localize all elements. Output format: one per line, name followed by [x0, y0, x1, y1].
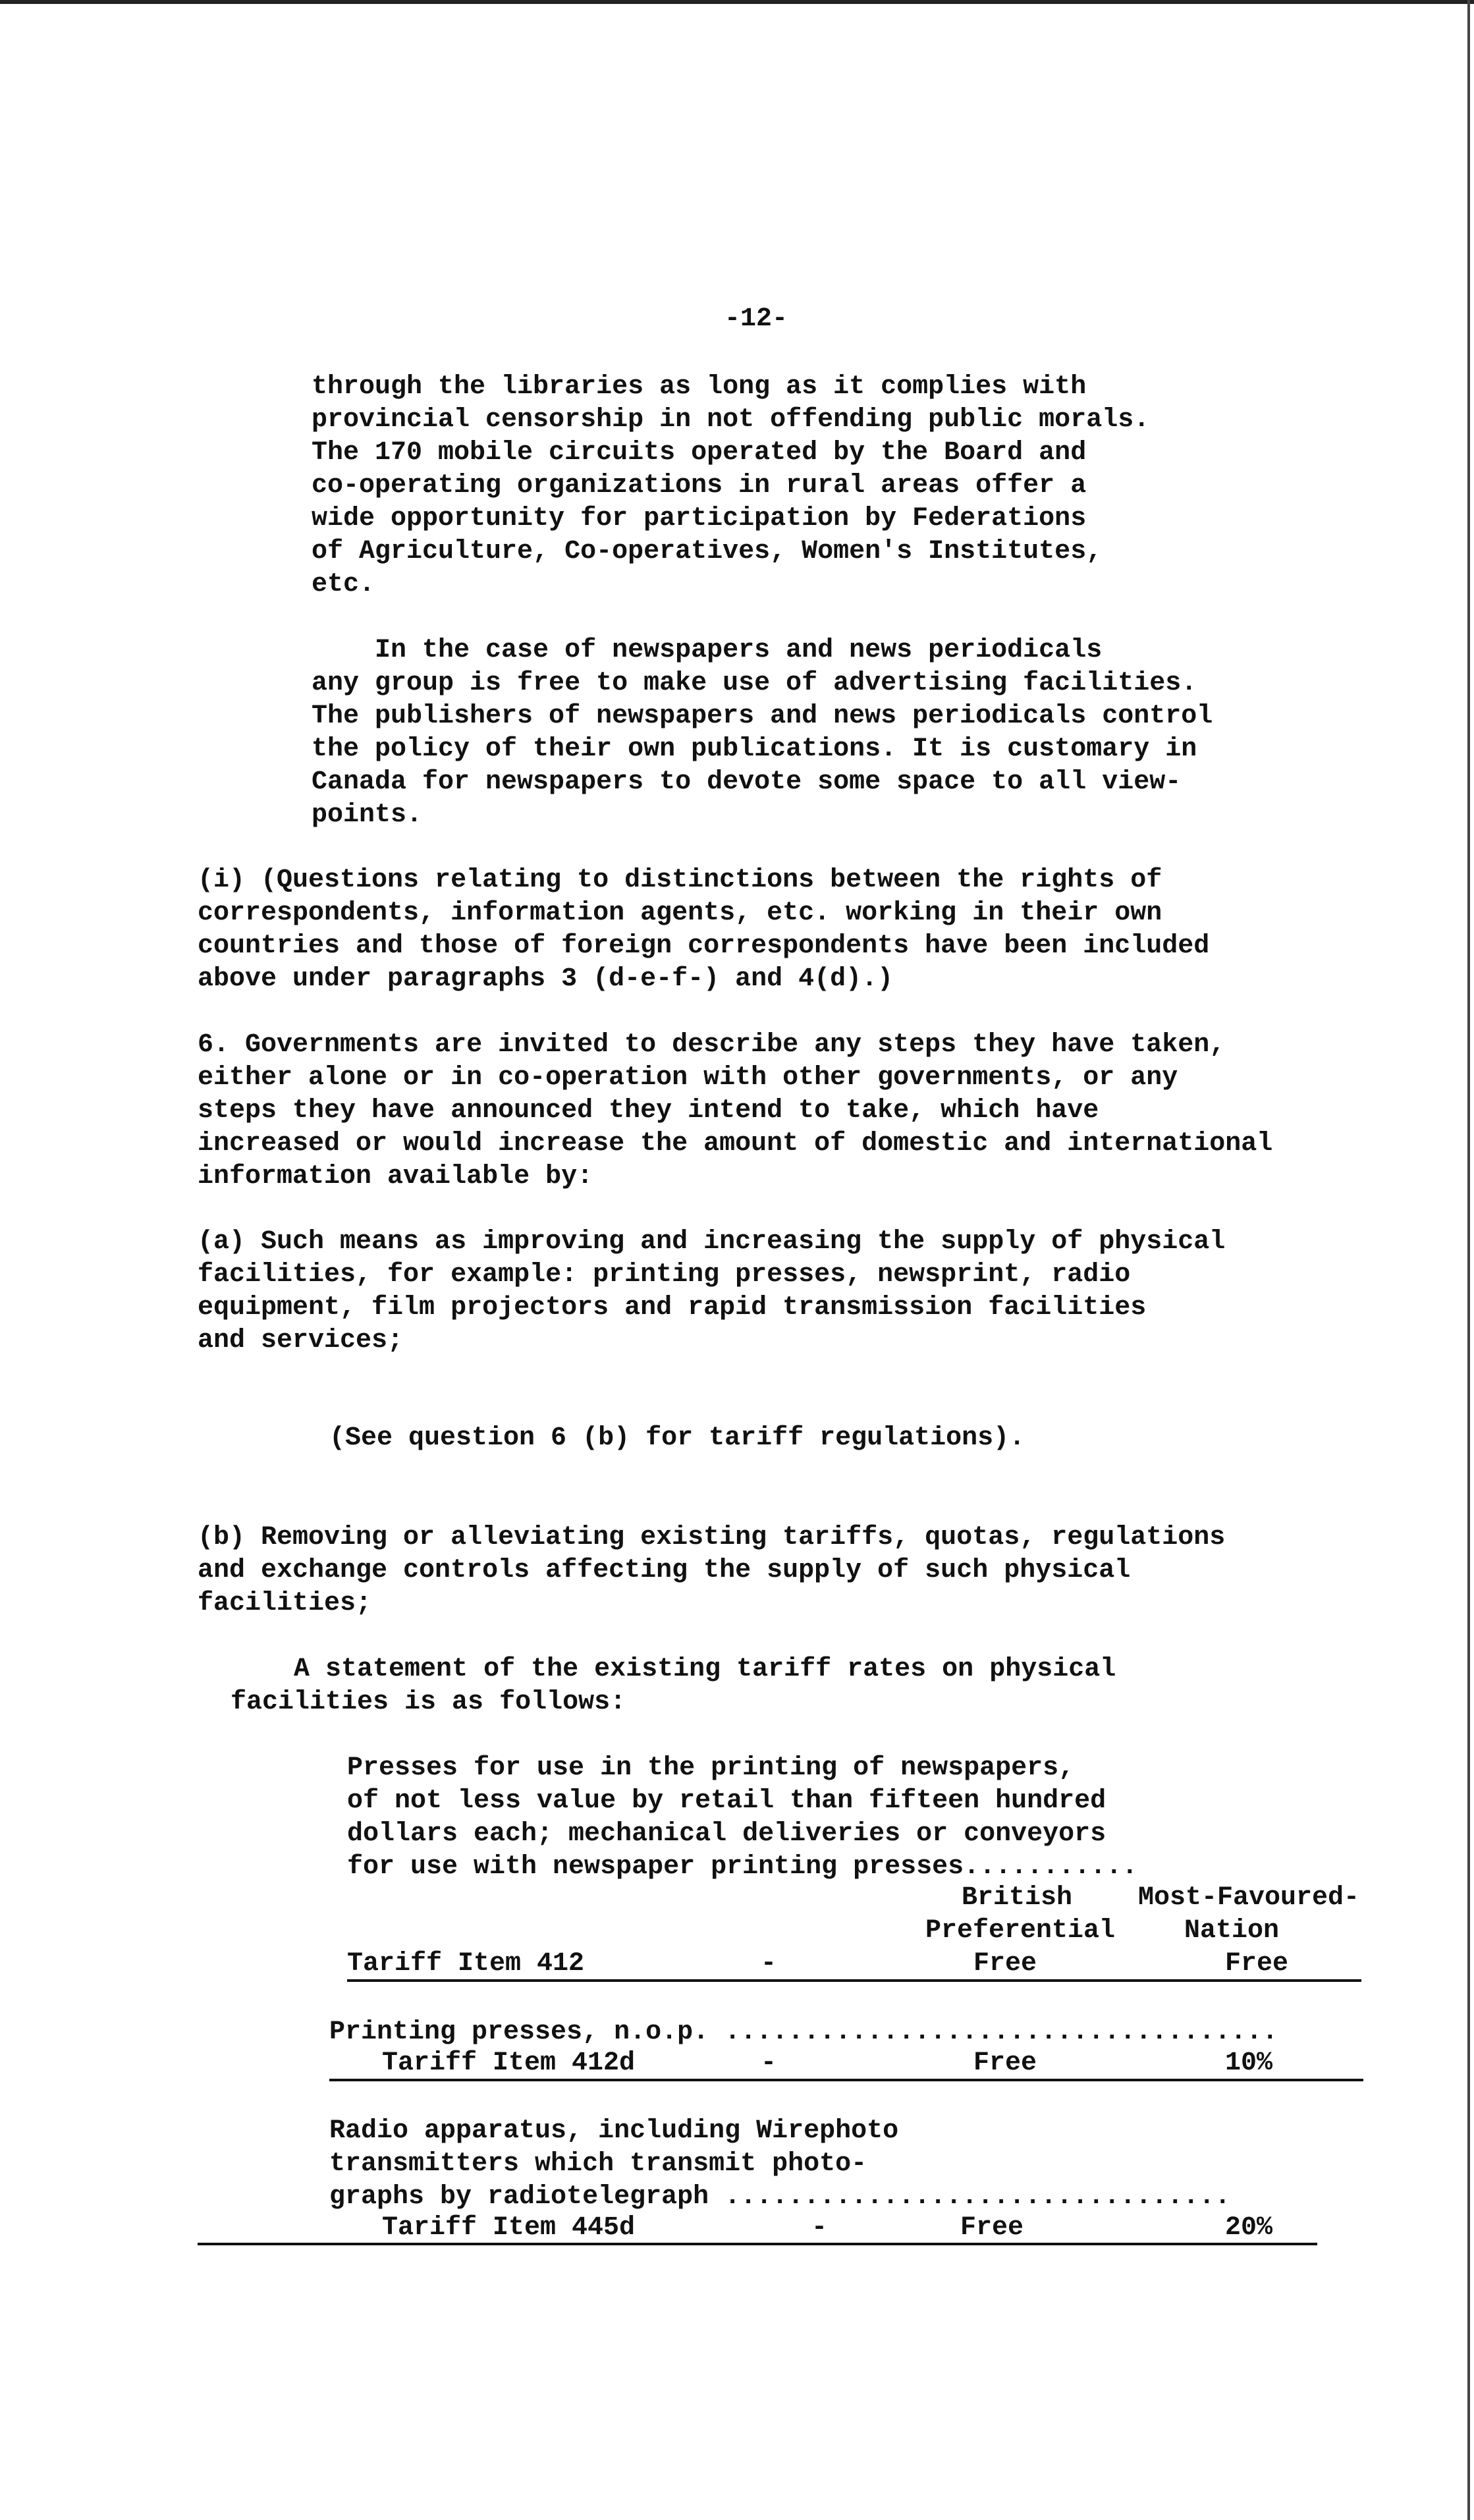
- rule-line: [329, 2079, 1363, 2081]
- text-line: of Agriculture, Co-operatives, Women's Institutes,: [312, 537, 1103, 566]
- text-line: co-operating organizations in rural areas offer a: [312, 471, 1087, 501]
- rule-line: [198, 2243, 1317, 2245]
- text-line: wide opportunity for participation by Federations: [312, 504, 1087, 534]
- text-line: The publishers of newspapers and news periodicals control: [312, 701, 1213, 731]
- column-header-mfn: Most-Favoured-: [1138, 1883, 1360, 1913]
- text-line: provincial censorship in not offending public morals.: [312, 405, 1150, 435]
- presses-description-line: dollars each; mechanical deliveries or conveyors: [347, 1819, 1106, 1849]
- presses-description-line: Presses for use in the printing of newspapers,: [347, 1753, 1075, 1783]
- text-line: and exchange controls affecting the supply of such physical: [198, 1556, 1131, 1585]
- text-line: equipment, film projectors and rapid transmission facilities: [198, 1293, 1147, 1323]
- text-line: increased or would increase the amount of domestic and international: [198, 1129, 1273, 1159]
- tariff-item-label: Tariff Item 412: [347, 1949, 585, 1979]
- text-line: and services;: [198, 1326, 404, 1356]
- british-rate: Free: [960, 2213, 1024, 2243]
- text-line: facilities, for example: printing presses, newsprint, radio: [198, 1260, 1131, 1290]
- right-border: [1467, 0, 1470, 2520]
- printing-presses-description: Printing presses, n.o.p. ...................................: [329, 2017, 1278, 2047]
- radio-description-line: Radio apparatus, including Wirephoto: [329, 2116, 899, 2146]
- text-line: 6. Governments are invited to describe any steps they have taken,: [198, 1030, 1226, 1060]
- text-line: (b) Removing or alleviating existing tariffs, quotas, regulations: [198, 1523, 1226, 1552]
- text-line: the policy of their own publications. It is customary in: [312, 734, 1197, 764]
- text-line: facilities;: [198, 1589, 372, 1618]
- dash: -: [761, 2048, 777, 2078]
- radio-description-line: graphs by radiotelegraph ................................: [329, 2182, 1231, 2212]
- mfn-rate: 20%: [1225, 2213, 1273, 2243]
- text-line: information available by:: [198, 1162, 593, 1192]
- text-line: In the case of newspapers and news periodicals: [312, 636, 1103, 665]
- text-line: countries and those of foreign correspondents have been included: [198, 931, 1210, 961]
- british-rate: Free: [973, 1949, 1037, 1979]
- text-line: any group is free to make use of advertising facilities.: [312, 669, 1197, 698]
- text-line: either alone or in co-operation with other governments, or any: [198, 1063, 1178, 1093]
- text-line: correspondents, information agents, etc. working in their own: [198, 898, 1162, 928]
- text-line: A statement of the existing tariff rates on physical: [231, 1655, 1116, 1684]
- see-question-note: (See question 6 (b) for tariff regulations).: [329, 1423, 1025, 1453]
- column-header-british: British: [962, 1883, 1073, 1913]
- top-border: [0, 0, 1474, 4]
- dash: -: [811, 2213, 828, 2243]
- text-line: through the libraries as long as it complies with: [312, 372, 1087, 402]
- text-line: (i) (Questions relating to distinctions between the rights of: [198, 865, 1162, 895]
- radio-description-line: transmitters which transmit photo-: [329, 2149, 867, 2179]
- text-line: (a) Such means as improving and increasing the supply of physical: [198, 1227, 1226, 1257]
- mfn-rate: Free: [1225, 1949, 1289, 1979]
- page-number: -12-: [724, 304, 788, 334]
- text-line: etc.: [312, 570, 375, 599]
- mfn-rate: 10%: [1225, 2048, 1273, 2078]
- british-rate: Free: [973, 2048, 1037, 2078]
- presses-description-line: of not less value by retail than fifteen hundred: [347, 1786, 1106, 1816]
- text-line: above under paragraphs 3 (d-e-f-) and 4(d).): [198, 964, 894, 994]
- dash: -: [761, 1949, 777, 1979]
- text-line: steps they have announced they intend to take, which have: [198, 1096, 1099, 1126]
- rule-line: [347, 1979, 1361, 1982]
- text-line: facilities is as follows:: [231, 1687, 626, 1717]
- text-line: points.: [312, 800, 423, 830]
- column-header-mfn: Nation: [1184, 1916, 1280, 1946]
- text-line: The 170 mobile circuits operated by the Board and: [312, 438, 1087, 468]
- column-header-british: Preferential: [925, 1916, 1116, 1946]
- tariff-item-label: Tariff Item 445d: [382, 2213, 636, 2243]
- text-line: Canada for newspapers to devote some space to all view-: [312, 767, 1182, 797]
- tariff-item-label: Tariff Item 412d: [382, 2048, 636, 2078]
- presses-description-line: for use with newspaper printing presses...........: [347, 1852, 1138, 1882]
